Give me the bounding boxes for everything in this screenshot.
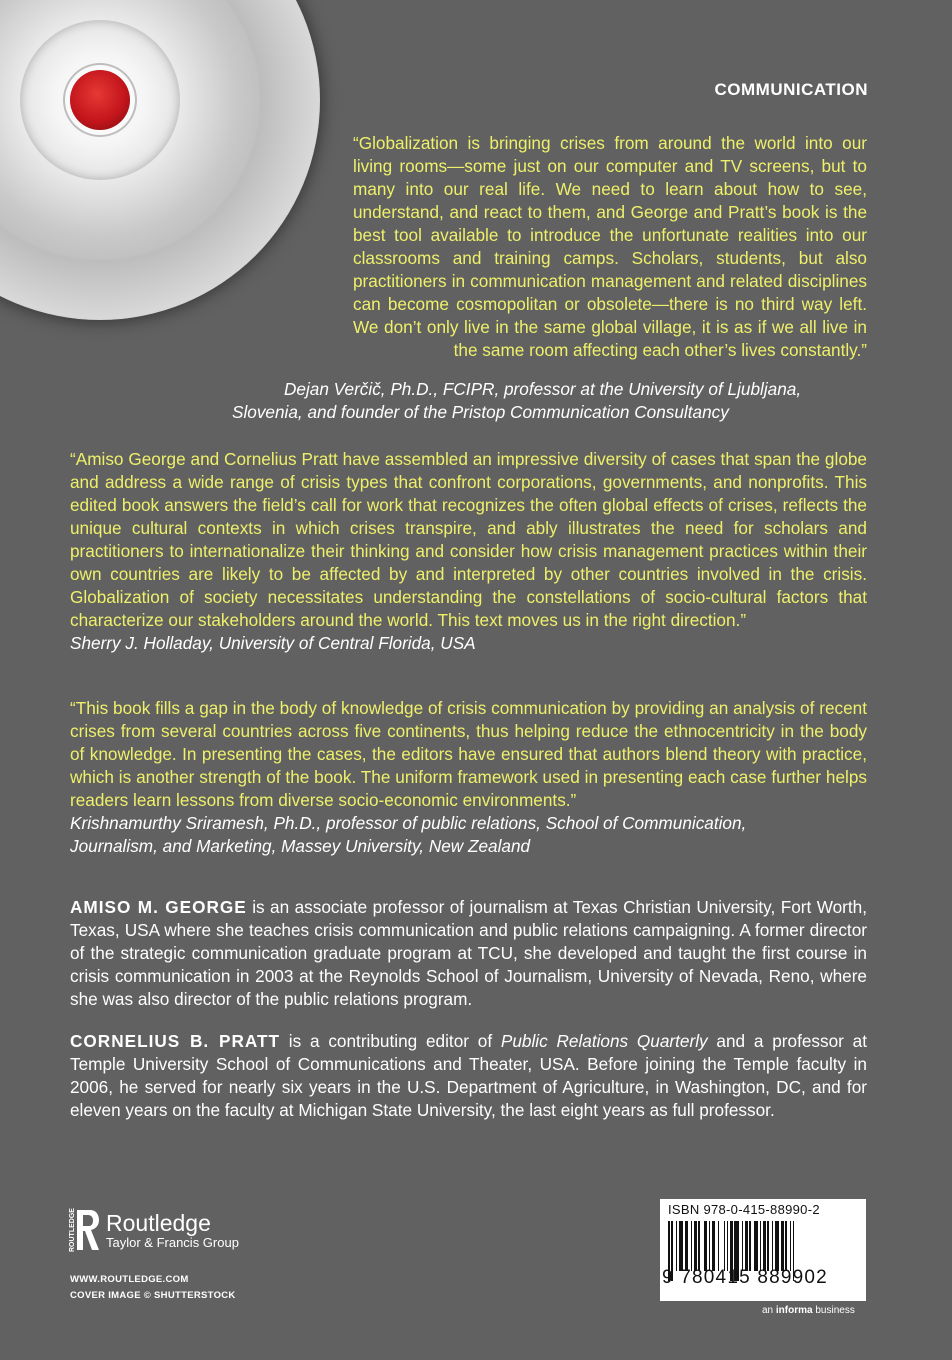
quote-text: “Globalization is bringing crises from around the world into our living rooms—some just on our computer and TV screens, but to many into our real life. We need to learn about how to see, understand, and react to them, and George and Pratt’s book is the best tool available to introduce the unfortunate realities into our classrooms and training camps. Scholars, students, but also practitioners in communication management and related disciplines can become cosmopolitan or obsolete—there is no third way left. We don’t only live in the same global village, it is as if we all live in the same room affecting each other’s lives constantly.” [353,133,867,360]
routledge-r-icon [66,1206,100,1254]
author-name: AMISO M. GEORGE [70,897,247,917]
category-label: COMMUNICATION [714,80,868,99]
attribution-line: Journalism, and Marketing, Massey University, New Zealand [70,836,531,856]
routledge-logo [66,1206,239,1254]
bio-text: is a contributing editor of [280,1031,501,1051]
bio-text: and a professor at Temple University School of Communications and Theater, USA. Before joining the Temple faculty in 2006, he served for nearly six years in the U.S. Department of Agriculture, in Washington, DC, and for eleven years on the faculty at Michigan State University, the last eight years as full professor. [70,1031,867,1120]
cover-credit: COVER IMAGE © SHUTTERSTOCK [70,1290,236,1301]
author-bio-george [70,896,867,1011]
author-bio-pratt [70,1030,867,1122]
publisher-group: Taylor & Francis Group [106,1234,239,1250]
isbn-barcode [660,1199,866,1301]
publisher-website: WWW.ROUTLEDGE.COM [70,1274,189,1285]
informa-tagline: an informa business [762,1305,855,1316]
quote-attribution-1 [232,378,872,424]
author-name: CORNELIUS B. PRATT [70,1031,280,1051]
megaphone-image [0,0,320,320]
endorsement-quote-1 [353,132,867,362]
barcode-digits: 9 780415 889902 [662,1267,828,1288]
attribution-line: Sherry J. Holladay, University of Central Florida, USA [70,633,476,653]
publisher-name: Routledge [106,1209,211,1236]
attribution-line: Slovenia, and founder of the Pristop Communication Consultancy [232,402,729,422]
bio-text: is an associate professor of journalism at Texas Christian University, Fort Worth, Texas, USA where she teaches crisis communication and public relations campaigning. A former director of the strategic communication graduate program at TCU, she developed and taught the first course in crisis communication in 2003 at the Reynolds School of Journalism, University of Nevada, Reno, where she was also director of the public relations program. [70,897,868,1009]
isbn-label: ISBN 978-0-415-88990-2 [668,1202,820,1217]
quote-text: “This book fills a gap in the body of knowledge of crisis communication by providing an analysis of recent crises from several countries across five continents, thus helping reduce the ethnocentricity in the body of knowledge. In presenting the cases, the editors have ensured that authors blend theory with practice, which is another strength of the book. The uniform framework used in presenting each case further helps readers learn lessons from diverse socio-economic environments.” [70,698,867,810]
endorsement-quote-2 [70,448,867,655]
quote-text: “Amiso George and Cornelius Pratt have assembled an impressive diversity of cases that span the globe and address a wide range of crisis types that confront corporations, governments, and nonprofits. This edited book answers the field’s call for work that recognizes the often global effects of crises, reflects the unique cultural contexts in which crises transpire, and ably illustrates the need for scholars and practitioners to internationalize their thinking and consider how crisis management practices within their own countries are likely to be affected by and interpreted by other countries involved in the crisis. Globalization of society necessitates understanding the constellations of socio-cultural factors that characterize our stakeholders around the world. This text moves us in the right direction.” [70,449,867,630]
attribution-line: Krishnamurthy Sriramesh, Ph.D., professor of public relations, School of Communication, [70,813,747,833]
journal-title: Public Relations Quarterly [500,1031,708,1051]
routledge-vertical-wordmark: ROUTLEDGE [69,1208,76,1252]
endorsement-quote-3 [70,697,867,858]
megaphone-red-center [70,70,130,130]
attribution-line: Dejan Verčič, Ph.D., FCIPR, professor at the University of Ljubljana, [284,379,802,399]
